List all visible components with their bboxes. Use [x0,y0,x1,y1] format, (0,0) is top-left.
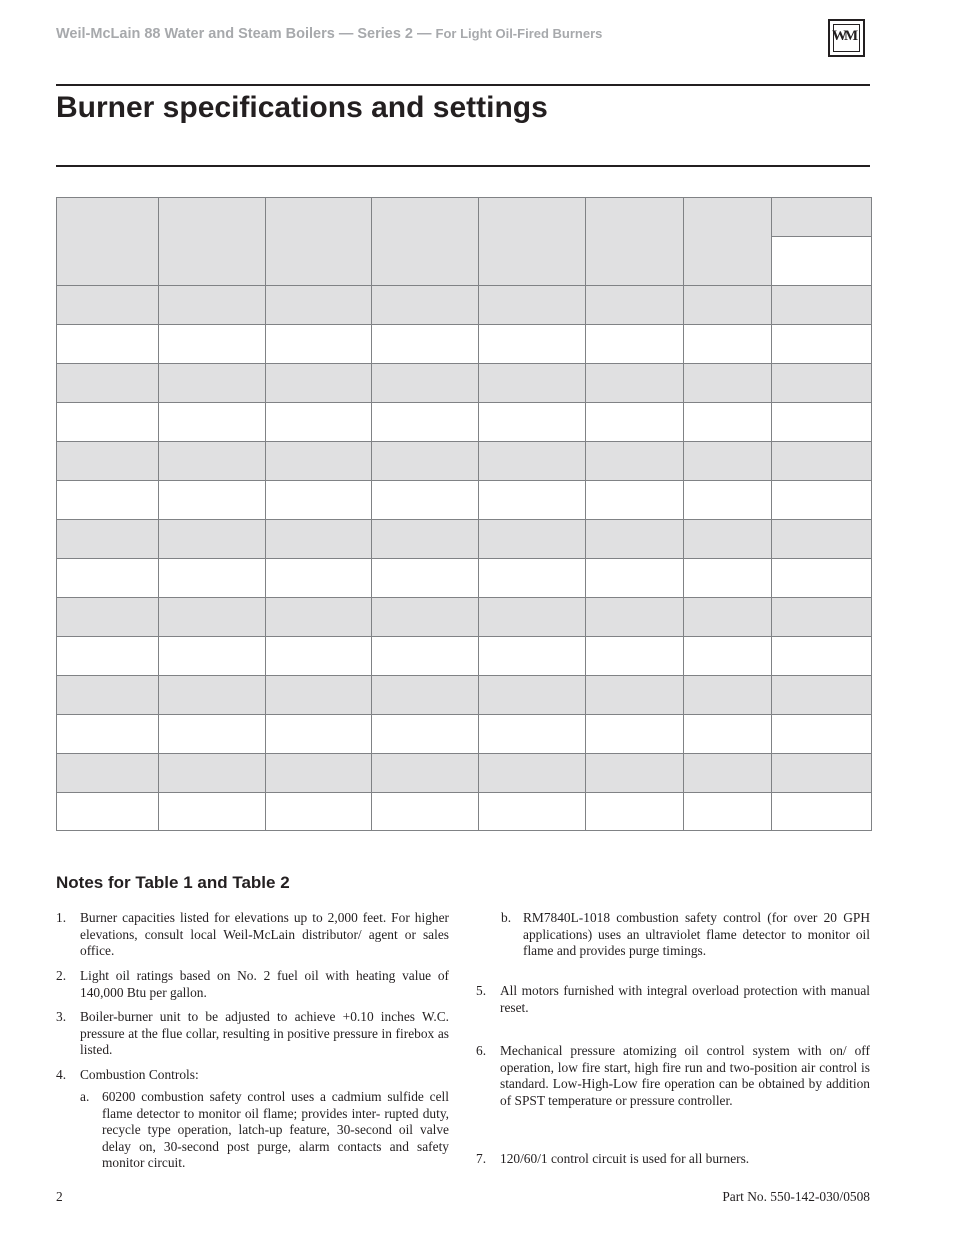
notes-heading: Notes for Table 1 and Table 2 [56,873,290,892]
note-item-7 [476,1151,870,1168]
note-number: 6. [476,1043,487,1058]
table-row [57,403,872,442]
part-number: Part No. 550-142-030/0508 [722,1189,870,1204]
table-row [57,793,872,831]
table-row [57,520,872,559]
header-cell [479,198,586,286]
header-cell [266,198,372,286]
note-item-4a [80,1089,449,1172]
page-title: Burner specifications and settings [56,91,548,124]
note-item-2 [56,968,449,1001]
header-subcell [772,237,872,286]
note-item-3 [56,1009,449,1059]
table-row [57,676,872,715]
note-letter: a. [80,1089,90,1104]
weil-mclain-logo [828,19,865,57]
table-header-row [57,198,872,237]
title-bottom-rule [56,165,870,167]
title-top-rule [56,84,870,86]
table-row [57,637,872,676]
note-text: 60200 combustion safety control uses a cadmium sulfide cell flame detector to monitor oil flame; provides inter- rupted duty, recycle type operation, latch-up feature, 30-second oil valve delay on, 30-second post purge, alarm contacts and safety monitor circuit. [102,1089,449,1170]
header-cell [57,198,159,286]
note-item-4b [501,910,870,960]
table-row [57,754,872,793]
note-number: 2. [56,968,67,983]
table-row [57,598,872,637]
note-text: Combustion Controls: [80,1067,199,1082]
table-row [57,559,872,598]
note-text: Mechanical pressure atomizing oil control system with on/ off operation, low fire start, high fire run and two-position air control is standard. Low-High-Low fire operation can be obtained by addition of SPST temperature or pressure controller. [500,1043,870,1108]
burner-spec-table [56,197,872,831]
header-subtitle-text: For Light Oil-Fired Burners [435,26,603,41]
header-main-text: Weil-McLain 88 Water and Steam Boilers — Series 2 — [56,26,432,42]
note-number: 3. [56,1009,67,1024]
header-cell [159,198,266,286]
document-header [56,26,602,42]
table-row [57,481,872,520]
note-text: RM7840L-1018 combustion safety control (for over 20 GPH applications) uses an ultraviolet flame detector to monitor oil flame and provides purge timings. [523,910,870,958]
table-row [57,364,872,403]
header-cell [372,198,479,286]
table-row [57,442,872,481]
table-row [57,325,872,364]
note-letter: b. [501,910,512,925]
note-number: 4. [56,1067,67,1082]
note-item-1 [56,910,449,960]
header-cell [586,198,684,286]
header-cell [772,198,872,237]
logo-lettering: WM [832,28,857,44]
header-cell [684,198,772,286]
note-item-6 [476,1043,870,1109]
note-number: 5. [476,983,487,998]
note-text: Light oil ratings based on No. 2 fuel oil with heating value of 140,000 Btu per gallon. [80,968,449,1000]
note-text: Burner capacities listed for elevations up to 2,000 feet. For higher elevations, consult local Weil-McLain distributor/ agent or sales office. [80,910,449,958]
page-number: 2 [56,1189,63,1204]
note-text: 120/60/1 control circuit is used for all burners. [500,1151,750,1166]
table-row [57,286,872,325]
note-number: 7. [476,1151,487,1166]
note-text: All motors furnished with integral overload protection with manual reset. [500,983,870,1015]
note-text: Boiler-burner unit to be adjusted to achieve +0.10 inches W.C. pressure at the flue collar, resulting in positive pressure in firebox as listed. [80,1009,449,1057]
note-number: 1. [56,910,67,925]
table-row [57,715,872,754]
note-item-4 [56,1067,449,1084]
note-item-5 [476,983,870,1016]
